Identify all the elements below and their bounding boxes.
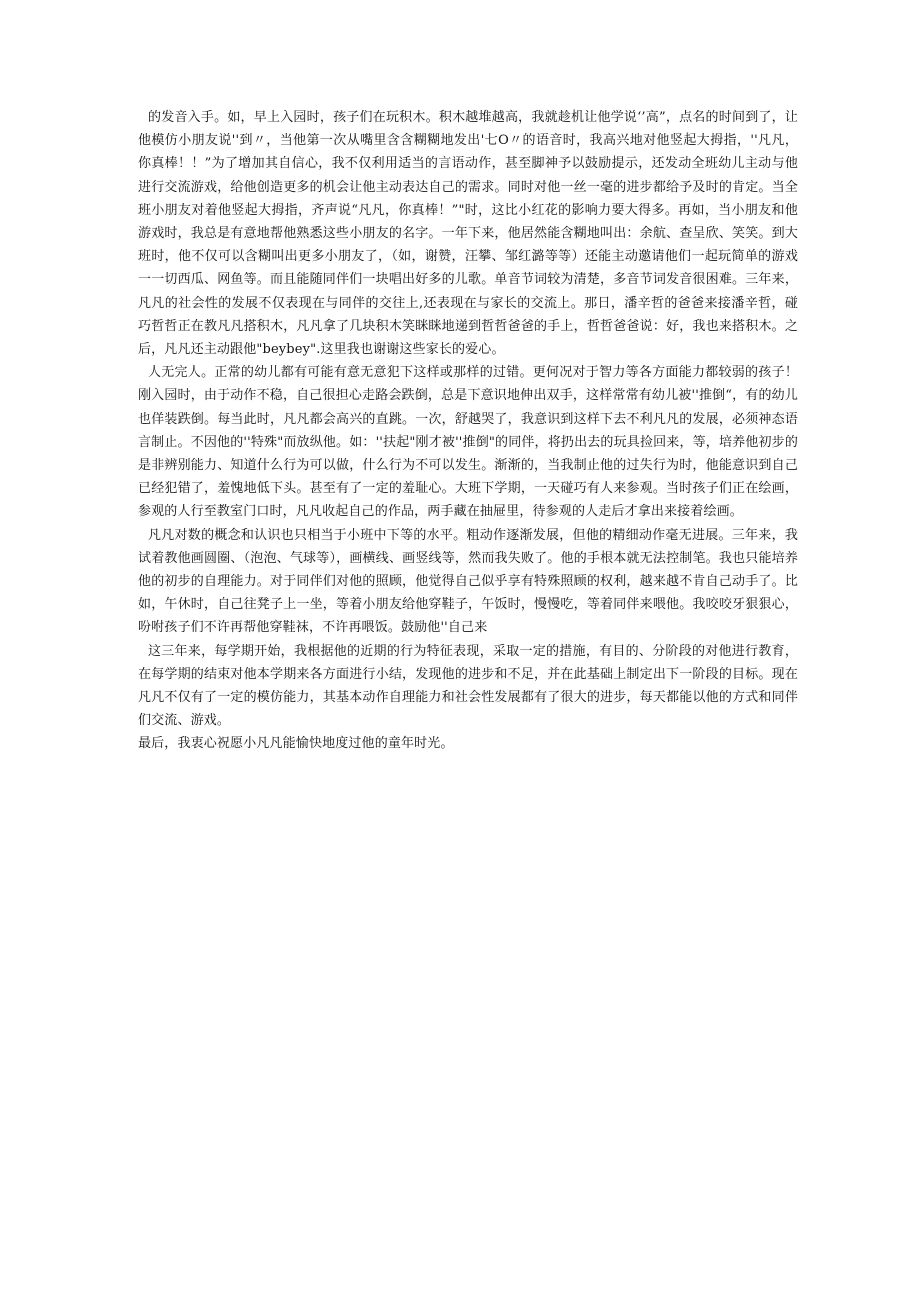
paragraph-closing-wish: 最后，我衷心祝愿小凡凡能愉快地度过他的童年时光。 bbox=[138, 736, 454, 752]
paragraph-language-progress: 的发音入手。如，早上入园时，孩子们在玩积木。积木越堆越高，我就趁机让他学说‘’高”，点名的时间到了，让他模仿小朋友说''到〃，当他第一次从嘴里含含糊糊地发出'七O〃的语音时，我高兴地对他竖起大拇指，''凡凡，你真棒！！”为了增加其自信心，我不仅利用适当的言语动作，甚至脚神予以鼓励提示，还发动全班幼儿主动与他进行交流游戏，给他创造更多的机会让他主动表达自己的需求。同时对他一丝一毫的进步都给予及时的肯定。当全班小朋友对着他竖起大拇指，齐声说“凡凡，你真棒！”"时，这比小红花的影响力要大得多。再如，当小朋友和他游戏时，我总是有意地帮他熟悉这些小朋友的名字。一年下来，他居然能含糊地叫出：余航、查呈欣、笑笑。到大班时，他不仅可以含糊叫出更多小朋友了，（如，谢赞，汪攀、邹红潞等等）还能主动邀请他们一起玩简单的游戏一一切西瓜、网鱼等。而且能随同伴们一块唱出好多的儿歌。单音节词较为清楚，多音节词发音很困难。三年来，凡凡的社会性的发展不仅表现在与同伴的交往上,还表现在与家长的交流上。那日，潘辛哲的爸爸来接潘辛哲，碰巧哲哲正在教凡凡搭积木，凡凡拿了几块积木笑眯眯地递到哲哲爸爸的手上，哲哲爸爸说：好，我也来搭积木。之后，凡凡还主动跟他"beybey".这里我也谢谢这些家长的爱心。 bbox=[138, 110, 798, 358]
paragraph-three-year-summary: 这三年来，每学期开始，我根据他的近期的行为特征表现，采取一定的措施，有目的、分阶段的对他进行教育，在每学期的结束对他本学期来各方面进行小结，发现他的进步和不足，并在此基础上制定出下一阶段的目标。现在凡凡不仅有了一定的模仿能力，其基本动作自理能力和社会性发展都有了很大的进步，每天都能以他的方式和同伴们交流、游戏。 bbox=[138, 643, 798, 729]
document-page bbox=[138, 106, 798, 756]
paragraph-self-care: 凡凡对数的概念和认识也只相当于小班中下等的水平。粗动作逐渐发展，但他的精细动作毫无进展。三年来，我试着教他画圆圈、（泡泡、气球等），画横线、画竖线等，然而我失败了。他的手根本就无法控制笔。我也只能培养他的初步的自理能力。对于同伴们对他的照顾，他觉得自己似乎享有特殊照顾的权利，越来越不肯自己动手了。比如，午休时，自己往凳子上一坐，等着小朋友给他穿鞋子，午饭时，慢慢吃，等着同伴来喂他。我咬咬牙狠狠心，吩咐孩子们不许再帮他穿鞋袜，不许再喂饭。鼓励他''自己来 bbox=[138, 527, 798, 636]
paragraph-behavior-correction: 人无完人。正常的幼儿都有可能有意无意犯下这样或那样的过错。更何况对于智力等各方面能力都较弱的孩子！刚入园时，由于动作不稳，自己很担心走路会跌倒，总是下意识地伸出双手，这样常常有幼儿被''推倒“，有的幼儿也佯装跌倒。每当此时，凡凡都会高兴的直跳。一次，舒越哭了，我意识到这样下去不利凡凡的发展，必须神态语言制止。不因他的''特殊"而放纵他。如：''扶起"刚才被''推倒"的同伴，将扔出去的玩具捡回来，等，培养他初步的是非辨别能力、知道什么行为可以做，什么行为不可以发生。渐渐的，当我制止他的过失行为时，他能意识到自己已经犯错了，羞愧地低下头。甚至有了一定的羞耻心。大班下学期，一天碰巧有人来参观。当时孩子们正在绘画，参观的人行至教室门口时，凡凡收起自己的作品，两手藏在抽屉里，待参观的人走后才拿出来接着绘画。 bbox=[138, 365, 798, 520]
